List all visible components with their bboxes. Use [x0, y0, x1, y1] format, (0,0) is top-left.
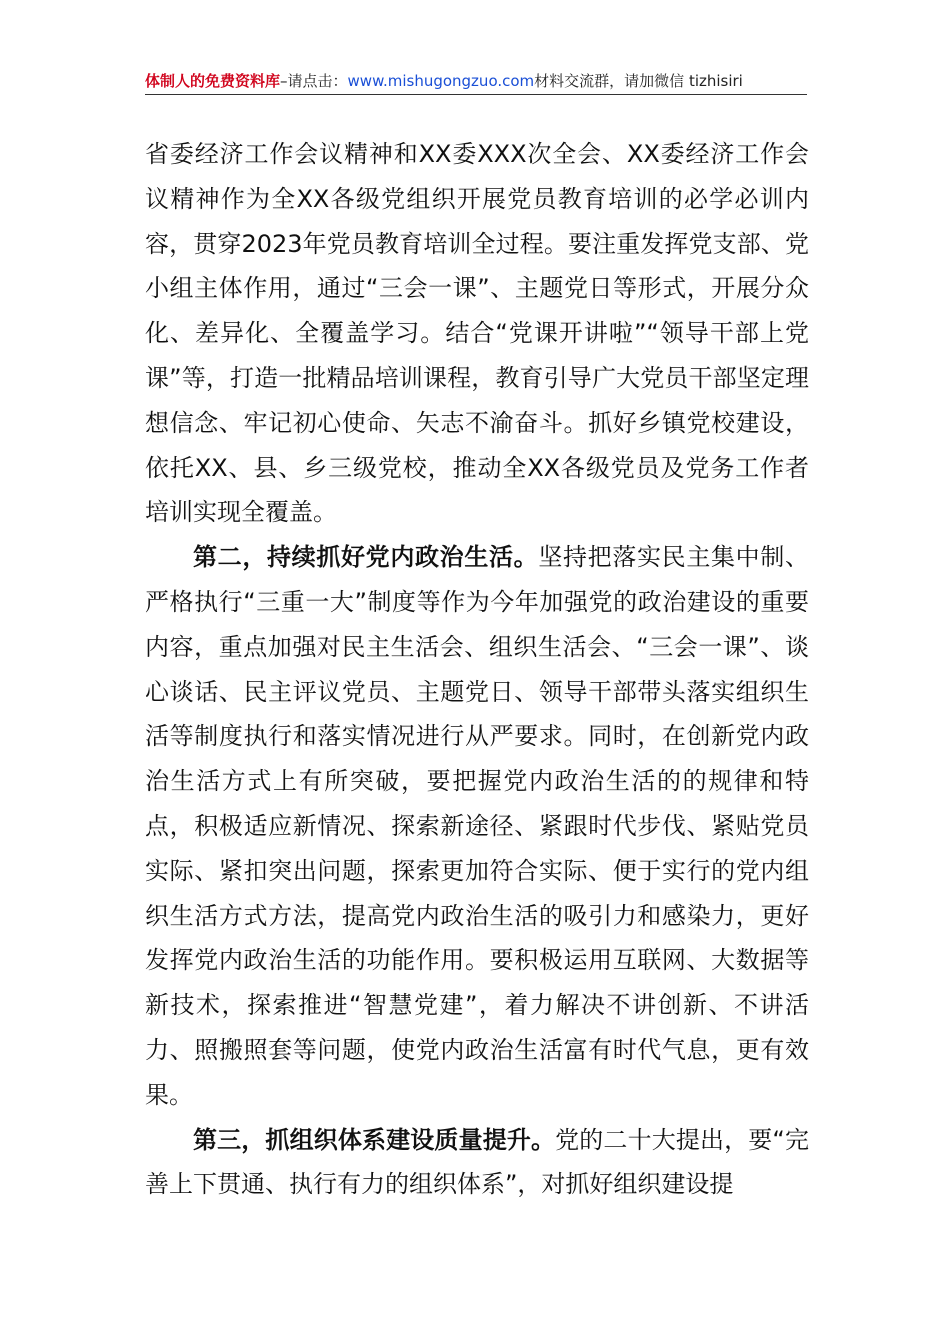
paragraph-3-text: 党的二十大提出，要“完善上下贯通、执行有力的组织体系”，对抓好组织建设提	[145, 1125, 809, 1199]
paragraph-1	[145, 132, 809, 535]
header-url-link[interactable]: www.mishugongzuo.com	[347, 72, 535, 90]
paragraph-2-heading: 第二，持续抓好党内政治生活。	[193, 543, 539, 572]
document-body	[145, 132, 809, 1207]
paragraph-2	[145, 535, 809, 1117]
header-brand: 体制人的免费资料库	[145, 72, 281, 90]
paragraph-3	[145, 1118, 809, 1208]
page-header	[145, 68, 807, 95]
paragraph-1-text: 省委经济工作会议精神和XX委XXX次全会、XX委经济工作会议精神作为全XX各级党组织开展党员教育培训的必学必训内容，贯穿2023年党员教育培训全过程。要注重发挥党支部、党小组主体作用，通过“三会一课”、主题党日等形式，开展分众化、差异化、全覆盖学习。结合“党课开讲啦”“领导干部上党课”等，打造一批精品培训课程，教育引导广大党员干部坚定理想信念、牢记初心使命、矢志不渝奋斗。抓好乡镇党校建设，依托XX、县、乡三级党校，推动全XX各级党员及党务工作者培训实现全覆盖。	[145, 140, 809, 527]
paragraph-2-text: 坚持把落实民主集中制、严格执行“三重一大”制度等作为今年加强党的政治建设的重要内容，重点加强对民主生活会、组织生活会、“三会一课”、谈心谈话、民主评议党员、主题党日、领导干部带头落实组织生活等制度执行和落实情况进行从严要求。同时，在创新党内政治生活方式上有所突破，要把握党内政治生活的的规律和特点，积极适应新情况、探索新途径、紧跟时代步伐、紧贴党员实际、紧扣突出问题，探索更加符合实际、便于实行的党内组织生活方式方法，提高党内政治生活的吸引力和感染力，更好发挥党内政治生活的功能作用。要积极运用互联网、大数据等新技术，探索推进“智慧党建”，着力解决不讲创新、不讲活力、照搬照套等问题，使党内政治生活富有时代气息，更有效果。	[145, 543, 810, 1109]
header-note: 材料交流群，请加微信 tizhisiri	[534, 72, 743, 90]
paragraph-3-heading: 第三，抓组织体系建设质量提升。	[193, 1125, 556, 1154]
header-prompt: –请点击：	[280, 72, 348, 90]
